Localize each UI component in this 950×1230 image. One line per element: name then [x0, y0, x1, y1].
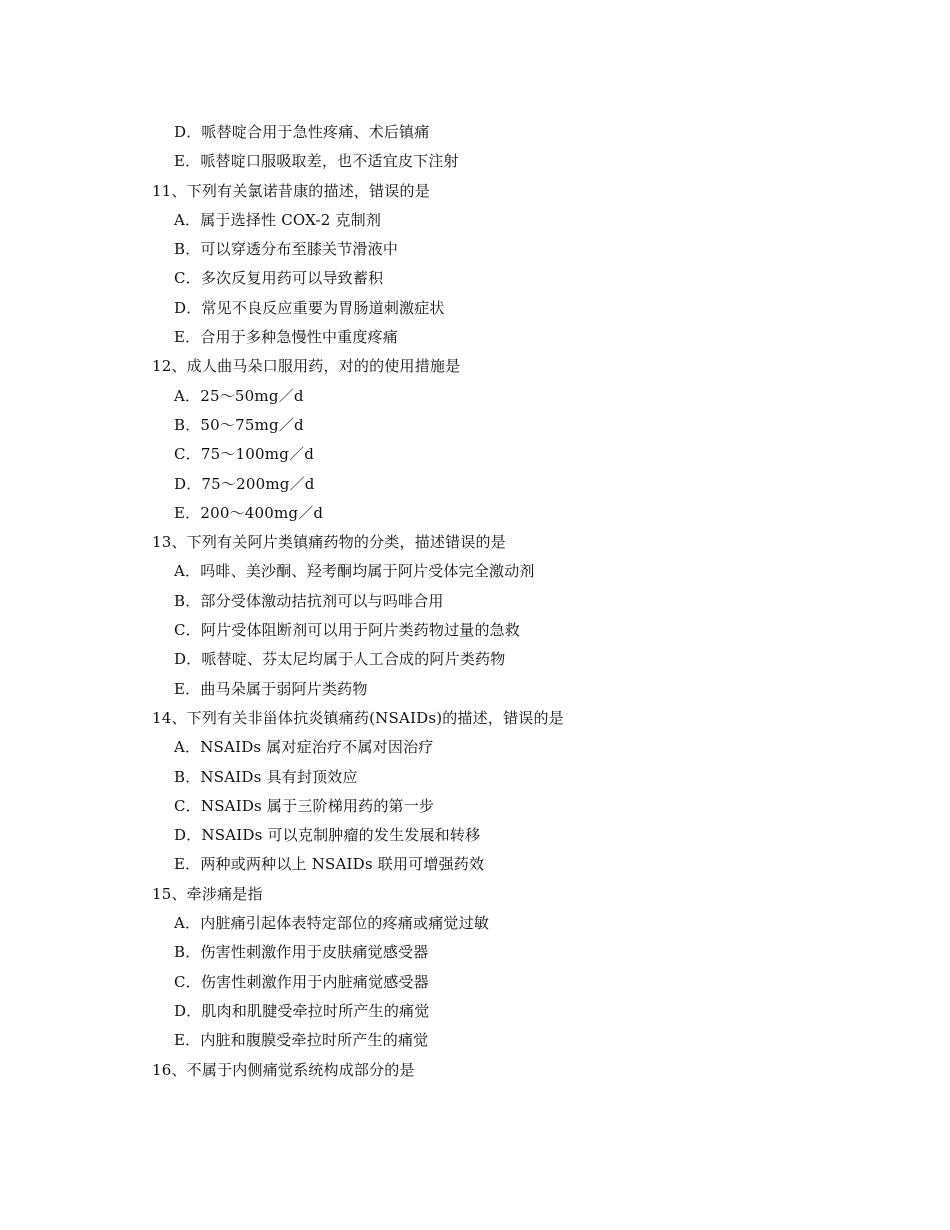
question-stem: 13、下列有关阿片类镇痛药物的分类，描述错误的是: [152, 533, 506, 552]
option-e: E．两种或两种以上 NSAIDs 联用可增强药效: [174, 855, 485, 874]
option-c: C．NSAIDs 属于三阶梯用药的第一步: [174, 796, 435, 815]
option-d: D．NSAIDs 可以克制肿瘤的发生发展和转移: [174, 826, 481, 845]
option-e: E．内脏和腹膜受牵拉时所产生的痛觉: [174, 1031, 429, 1050]
option-b: B．伤害性刺激作用于皮肤痛觉感受器: [174, 943, 429, 962]
question-13: [152, 528, 852, 704]
question-list: [152, 118, 852, 1085]
question-16: [152, 1056, 852, 1085]
option-e: E．200～400mg／d: [174, 503, 324, 522]
option-b: B．部分受体激动拮抗剂可以与吗啡合用: [174, 591, 444, 610]
lead-option-e: E．哌替啶口服吸取差，也不适宜皮下注射: [174, 152, 459, 171]
option-b: B．NSAIDs 具有封顶效应: [174, 767, 358, 786]
option-c: C．多次反复用药可以导致蓄积: [174, 269, 384, 288]
option-a: A．NSAIDs 属对症治疗不属对因治疗: [174, 738, 434, 757]
option-a: A．吗啡、美沙酮、羟考酮均属于阿片受体完全激动剂: [174, 562, 535, 581]
option-c: C．伤害性刺激作用于内脏痛觉感受器: [174, 972, 429, 991]
question-stem: 11、下列有关氯诺昔康的描述，错误的是: [152, 181, 430, 200]
question-15: [152, 880, 852, 1056]
option-d: D．75～200mg／d: [174, 474, 315, 493]
option-a: A．25～50mg／d: [174, 386, 304, 405]
option-c: C．阿片受体阻断剂可以用于阿片类药物过量的急救: [174, 621, 521, 640]
question-11: [152, 177, 852, 353]
question-stem: 14、下列有关非甾体抗炎镇痛药(NSAIDs)的描述，错误的是: [152, 708, 564, 727]
lead-option-d: D．哌替啶合用于急性疼痛、术后镇痛: [174, 123, 430, 141]
question-stem: 15、牵涉痛是指: [152, 884, 263, 903]
option-d: D．肌肉和肌腱受牵拉时所产生的痛觉: [174, 1001, 430, 1020]
option-e: E．曲马朵属于弱阿片类药物: [174, 679, 368, 698]
option-a: A．内脏痛引起体表特定部位的疼痛或痛觉过敏: [174, 914, 490, 933]
option-a: A．属于选择性 COX-2 克制剂: [174, 210, 382, 229]
question-14: [152, 704, 852, 880]
question-stem: 16、不属于内侧痛觉系统构成部分的是: [152, 1060, 415, 1079]
question-12: [152, 352, 852, 528]
question-stem: 12、成人曲马朵口服用药，对的的使用措施是: [152, 357, 461, 376]
option-c: C．75～100mg／d: [174, 445, 315, 464]
option-b: B．可以穿透分布至膝关节滑液中: [174, 240, 399, 259]
option-d: D．常见不良反应重要为胃肠道刺激症状: [174, 298, 445, 317]
option-d: D．哌替啶、芬太尼均属于人工合成的阿片类药物: [174, 650, 506, 669]
option-b: B．50～75mg／d: [174, 415, 304, 434]
option-e: E．合用于多种急慢性中重度疼痛: [174, 328, 398, 347]
